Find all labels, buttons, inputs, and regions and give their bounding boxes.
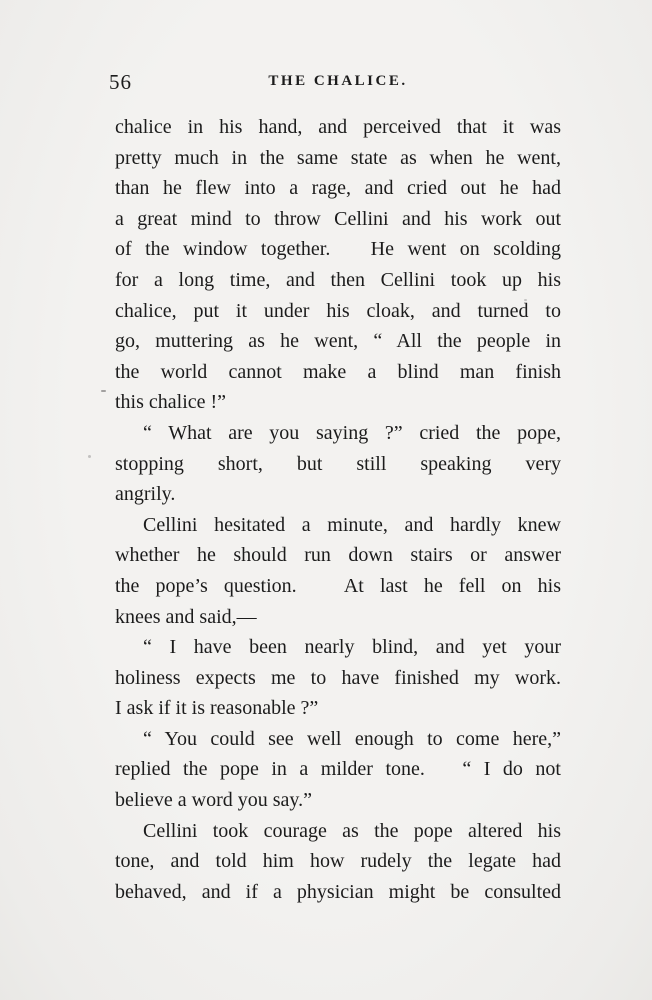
text-line: the pope’s question. At last he fell on his [115, 574, 561, 597]
text-line: “ I have been nearly blind, and yet your [143, 636, 561, 659]
text-line: I ask if it is reasonable ?” [115, 697, 319, 720]
text-line: whether he should run down stairs or answer [115, 544, 561, 567]
text-line: pretty much in the same state as when he went, [115, 146, 561, 169]
text-line: go, muttering as he went, “ All the people in [115, 330, 561, 353]
text-line: Cellini hesitated a minute, and hardly knew [143, 513, 561, 536]
scan-speck [101, 390, 106, 392]
text-line: holiness expects me to have finished my work. [115, 666, 561, 689]
text-line: stopping short, but still speaking very [115, 452, 561, 475]
text-line: chalice, put it under his cloak, and turned to [115, 299, 561, 322]
text-line: for a long time, and then Cellini took up his [115, 268, 561, 291]
page-number: 56 [109, 70, 132, 94]
text-line: behaved, and if a physician might be consulted [115, 880, 561, 903]
text-line: angrily. [115, 483, 176, 506]
running-header: THE CHALICE. [268, 73, 408, 89]
page-header [109, 70, 561, 94]
text-line: “ What are you saying ?” cried the pope, [143, 421, 561, 444]
text-line: chalice in his hand, and perceived that it was [115, 116, 561, 138]
scan-speck [524, 299, 527, 301]
text-line: believe a word you say.” [115, 789, 312, 812]
text-line: the world cannot make a blind man finish [115, 360, 561, 383]
text-line: Cellini took courage as the pope altered his [143, 819, 561, 842]
text-line: knees and said,— [115, 605, 257, 628]
text-line: tone, and told him how rudely the legate had [115, 850, 561, 873]
text-line: of the window together. He went on scolding [115, 238, 561, 261]
body-text [115, 112, 561, 907]
scan-speck [88, 455, 91, 458]
text-line: a great mind to throw Cellini and his work out [115, 207, 561, 230]
text-line: replied the pope in a milder tone. “ I do not [115, 758, 561, 781]
text-line: than he flew into a rage, and cried out he had [115, 177, 561, 200]
text-line: “ You could see well enough to come here,” [143, 727, 561, 750]
text-line: this chalice !” [115, 391, 227, 414]
